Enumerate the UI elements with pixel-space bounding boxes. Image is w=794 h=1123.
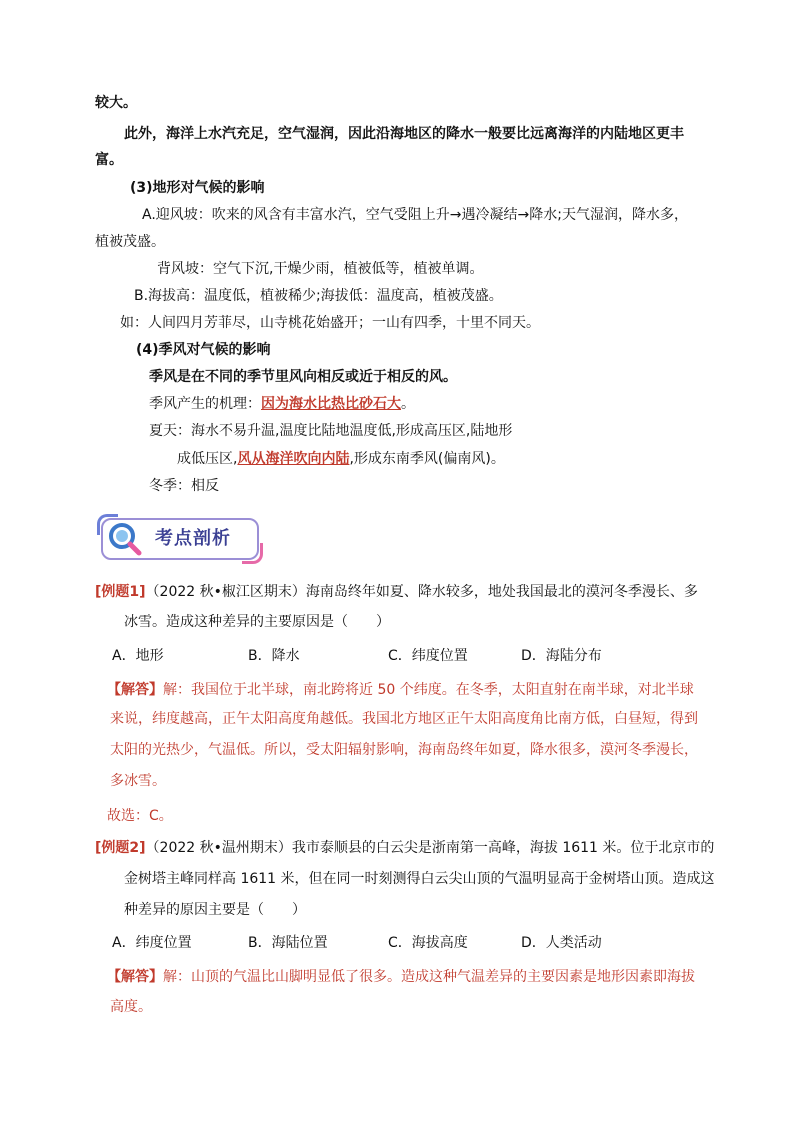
answer-line	[107, 967, 695, 987]
banner-title: 考点剖析	[155, 528, 231, 549]
paragraph-line: B.海拔高：温度低，植被稀少;海拔低：温度高，植被茂盛。	[134, 288, 503, 304]
answer-label: 【解答】	[107, 969, 163, 985]
highlighted-text: 因为海水比热比砂石大	[261, 396, 401, 412]
text-run: （2022 秋•椒江区期末）海南岛终年如夏、降水较多，地处我国最北的漠河冬季漫长、多	[145, 584, 698, 600]
answer-line: 太阳的光热少，气温低。所以，受太阳辐射影响，海南岛终年如夏，降水很多，漠河冬季漫长，	[110, 742, 698, 758]
option: D．海陆分布	[521, 648, 602, 664]
example-label: [例题1]	[95, 584, 146, 600]
magnifier-icon	[107, 522, 143, 556]
paragraph-line: 夏天：海水不易升温,温度比陆地温度低,形成高压区,陆地形	[149, 423, 513, 439]
example-stem	[95, 582, 698, 602]
paragraph-line: 如：人间四月芳菲尽，山寺桃花始盛开；一山有四季，十里不同天。	[120, 315, 540, 331]
text-run: （2022 秋•温州期末）我市泰顺县的白云尖是浙南第一高峰，海拔 1611 米。位于北京市的	[145, 840, 715, 856]
paragraph-line: 富。	[95, 152, 123, 168]
example-stem: 冰雪。造成这种差异的主要原因是（ ）	[124, 614, 390, 630]
paragraph-line: 植被茂盛。	[95, 234, 165, 250]
text-run: 。	[401, 396, 415, 412]
paragraph-line	[149, 394, 415, 414]
text-run: 解：我国位于北半球，南北跨将近 50 个纬度。在冬季，太阳直射在南半球，对北半球	[163, 682, 694, 698]
text-run: ,形成东南季风(偏南风)。	[349, 451, 505, 467]
option: B．海陆位置	[248, 935, 328, 951]
answer-choice: 故选：C。	[107, 808, 173, 824]
section-heading: (4)季风对气候的影响	[136, 342, 271, 358]
example-stem: 种差异的原因主要是（ ）	[124, 902, 306, 918]
paragraph-line: A.迎风坡：吹来的风含有丰富水汽，空气受阻上升→遇冷凝结→降水;天气湿润，降水多，	[142, 207, 688, 223]
paragraph-line: 季风是在不同的季节里风向相反或近于相反的风。	[149, 369, 457, 385]
example-stem	[95, 838, 714, 858]
option: B．降水	[248, 648, 300, 664]
paragraph-line	[177, 449, 505, 469]
answer-line: 来说，纬度越高，正午太阳高度角越低。我国北方地区正午太阳高度角比南方低，白昼短，得到	[110, 711, 698, 727]
answer-label: 【解答】	[107, 682, 163, 698]
text-run: 季风产生的机理：	[149, 396, 261, 412]
paragraph-line: 较大。	[95, 95, 137, 111]
text-run: 成低压区,	[177, 451, 238, 467]
option: A．地形	[112, 648, 164, 664]
answer-line: 高度。	[110, 999, 152, 1015]
answer-line	[107, 680, 694, 700]
option: A．纬度位置	[112, 935, 192, 951]
highlighted-text: 风从海洋吹向内陆	[237, 451, 350, 467]
answer-line: 多冰雪。	[110, 773, 166, 789]
example-stem: 金树塔主峰同样高 1611 米，但在同一时刻测得白云尖山顶的气温明显高于金树塔山顶。造成这	[124, 871, 715, 887]
option: C．纬度位置	[388, 648, 468, 664]
option: C．海拔高度	[388, 935, 468, 951]
paragraph-line: 冬季：相反	[149, 478, 219, 494]
section-banner	[97, 514, 263, 564]
option: D．人类活动	[521, 935, 602, 951]
paragraph-line: 背风坡：空气下沉,干燥少雨，植被低等，植被单调。	[157, 261, 484, 277]
paragraph-line: 此外，海洋上水汽充足，空气湿润，因此沿海地区的降水一般要比远离海洋的内陆地区更丰	[124, 126, 684, 142]
section-heading: (3)地形对气候的影响	[130, 180, 265, 196]
example-label: [例题2]	[95, 840, 146, 856]
text-run: 解：山顶的气温比山脚明显低了很多。造成这种气温差异的主要因素是地形因素即海拔	[163, 969, 695, 985]
